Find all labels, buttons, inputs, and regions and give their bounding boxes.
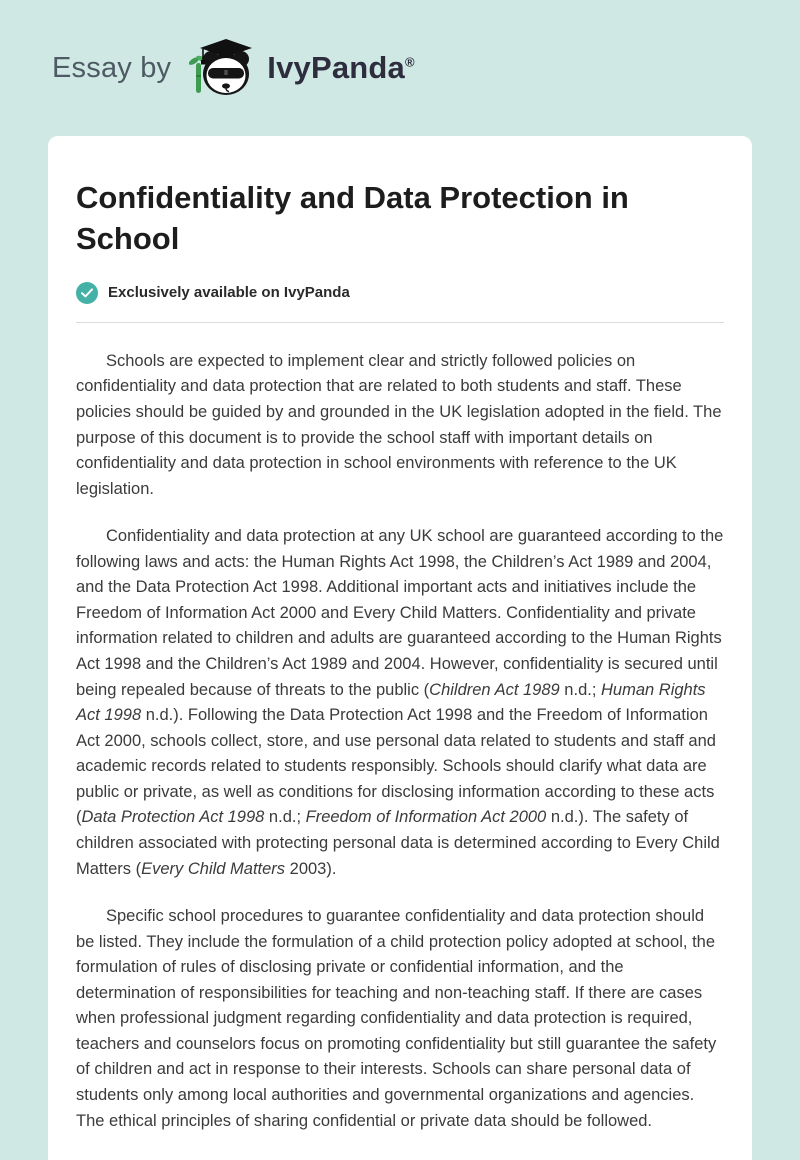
availability-badge [76,282,724,323]
essay-paragraph: Schools are expected to implement clear and strictly followed policies on confidentiality and data protection that are related to both students and staff. These policies should be guided by and grounded in the UK legislation adopted in the field. The purpose of this document is to provide the school staff with important details on confidentiality and data protection in school environments with reference to the UK legislation. [76,351,722,498]
panda-graduation-cap-icon [189,37,257,99]
essay-paragraph: Confidentiality and data protection at any UK school are guaranteed according to the following laws and acts: the Human Rights Act 1998, the Children’s Act 1989 and 2004, and the Data Protection Act 1998. Additional important acts and initiatives include the Freedom of Information Act 2000 and Every Child Matters. Confidentiality and private information related to children and adults are guaranteed according to the Human Rights Act 1998 and the Children’s Act 1989 and 2004. However, confidentiality is secured until being repealed because of threats to the public (Children Act 1989 n.d.; Human Rights Act 1998 n.d.). Following the Data Protection Act 1998 and the Freedom of Information Act 2000, schools collect, store, and use personal data related to students and staff and academic records related to students responsibly. Schools should clarify what data are public or private, as well as conditions for disclosing information according to these acts (Data Protection Act 1998 n.d.; Freedom of Information Act 2000 n.d.). The safety of children associated with protecting personal data is determined according to Every Child Matters (Every Child Matters 2003). [76,527,724,878]
availability-label: Exclusively available on IvyPanda [108,284,350,302]
header [0,0,800,136]
brand-wordmark: IvyPanda® [267,50,415,85]
essay-card [48,136,752,1160]
check-circle-icon [76,282,98,304]
registered-trademark: ® [405,54,415,70]
essay-paragraph: Specific school procedures to guarantee confidentiality and data protection should be listed. They include the formulation of a child protection policy adopted at school, the formulation of rules of disclosing private or confidential information, and the determination of responsibilities for teaching and non-teaching staff. If there are cases when professional judgment regarding confidentiality and data protection is required, teachers and counselors focus on promoting confidentiality but still guarantee the safety of children and act in response to their interests. Schools can share personal data of students only among local authorities and governmental organizations and agencies. The ethical principles of sharing confidential or private data should be followed. [76,907,717,1130]
essay-by-label: Essay by [52,51,172,84]
essay-body [76,323,724,1134]
essay-title: Confidentiality and Data Protection in School [76,180,629,256]
ivypanda-logo [189,37,415,99]
